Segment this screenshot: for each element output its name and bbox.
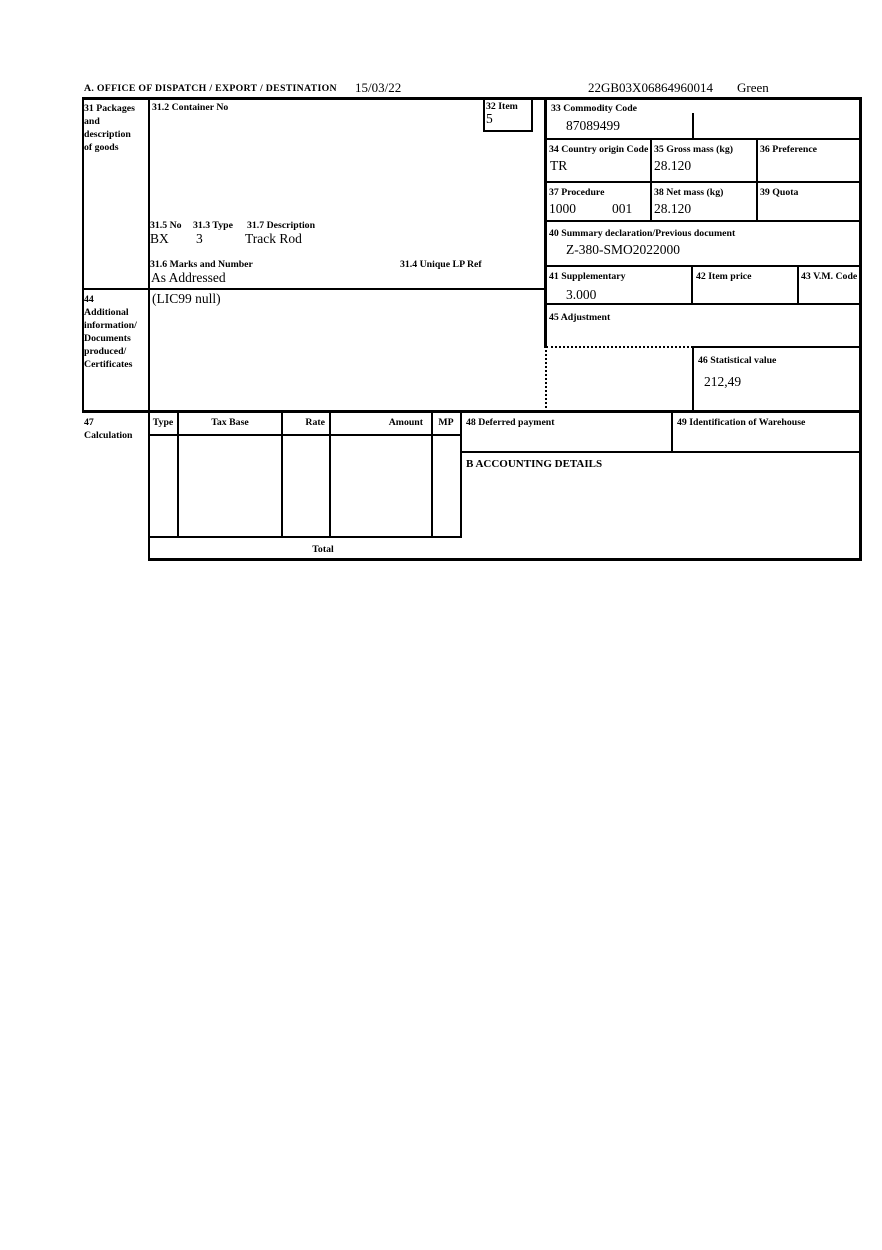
packages-type-label: 31.3 Type (193, 220, 233, 231)
grid-line-under-40 (546, 265, 862, 267)
grid-line-col-type (177, 411, 179, 538)
country-origin-value: TR (550, 158, 568, 173)
net-mass-label: 38 Net mass (kg) (654, 187, 724, 198)
packages-type-value: 3 (196, 231, 203, 246)
statistical-value-value: 212,49 (704, 374, 742, 389)
grid-line-46-top (692, 346, 862, 348)
marks-and-number-value: As Addressed (151, 270, 226, 285)
grid-line-34-35-divider (650, 138, 652, 222)
packages-no-value: BX (150, 231, 169, 246)
vm-code-label: 43 V.M. Code (801, 271, 858, 282)
grid-line-mid (82, 410, 862, 413)
gross-mass-value: 28.120 (654, 158, 692, 173)
unique-lp-ref-label: 31.4 Unique LP Ref (400, 259, 482, 270)
grid-line-35-36-divider (756, 138, 758, 222)
grid-line-item-box-right (531, 99, 533, 132)
grid-line-table-header-bottom (148, 434, 462, 436)
grid-line-center-divider (544, 97, 547, 348)
grid-line-col-rate (329, 411, 331, 538)
country-origin-label: 34 Country origin Code (549, 144, 649, 155)
item-price-label: 42 Item price (696, 271, 752, 282)
supplementary-value: 3.000 (566, 287, 597, 302)
grid-line-42-43-divider (797, 265, 799, 305)
commodity-code-label: 33 Commodity Code (551, 103, 637, 114)
preference-label: 36 Preference (760, 144, 818, 155)
grid-line-46-left (692, 346, 694, 412)
grid-line-item-box-left (483, 99, 485, 132)
col-header-type: Type (152, 417, 174, 428)
grid-line-col-mp-right (460, 411, 462, 538)
container-no-label: 31.2 Container No (152, 102, 229, 113)
summary-declaration-label: 40 Summary declaration/Previous document (549, 228, 736, 239)
grid-line-48-49-divider (671, 411, 673, 453)
commodity-code-value: 87089499 (566, 118, 620, 133)
statistical-value-label: 46 Statistical value (698, 355, 777, 366)
warehouse-identification-label: 49 Identification of Warehouse (677, 417, 806, 428)
marks-and-number-label: 31.6 Marks and Number (150, 259, 253, 270)
supplementary-label: 41 Supplementary (549, 271, 626, 282)
grid-line-dotted-divider (545, 346, 547, 412)
packages-description-value: Track Rod (245, 231, 302, 246)
grid-line-item-box-bottom (483, 130, 533, 132)
procedure-value-2: 001 (612, 201, 633, 216)
grid-line-col-taxbase (281, 411, 283, 538)
box47-side-label: 47 Calculation (84, 417, 133, 441)
item-number-label: 32 Item (486, 101, 518, 112)
movement-reference-number: 22GB03X06864960014 (588, 80, 713, 95)
adjustment-label: 45 Adjustment (549, 312, 611, 323)
box44-side-label: 44 Additional information/ Documents produced/ Certificates (84, 294, 137, 370)
grid-line-col-amount (431, 411, 433, 538)
grid-line-dotted-45-bottom (546, 346, 693, 348)
summary-declaration-value: Z-380-SMO2022000 (566, 242, 680, 257)
grid-line-41-42-divider (691, 265, 693, 305)
grid-line-commodity-tick (692, 113, 694, 140)
grid-line-top (82, 97, 862, 100)
grid-line-under-41-row (546, 303, 862, 305)
routing-indicator: Green (737, 80, 769, 95)
grid-line-label-column (148, 97, 150, 561)
total-label: Total (312, 544, 334, 555)
col-header-rate: Rate (305, 417, 325, 428)
procedure-value-1: 1000 (549, 201, 576, 216)
grid-line-bottom (148, 558, 862, 561)
gross-mass-label: 35 Gross mass (kg) (654, 144, 734, 155)
packages-description-label: 31.7 Description (247, 220, 316, 231)
col-header-tax-base: Tax Base (211, 417, 249, 428)
additional-information-value: (LIC99 null) (152, 291, 221, 306)
grid-line-under-34-row (546, 181, 862, 183)
office-of-dispatch-label: A. OFFICE OF DISPATCH / EXPORT / DESTINATION (84, 83, 337, 94)
box31-side-label: 31 Packages and description of goods (84, 103, 135, 153)
deferred-payment-label: 48 Deferred payment (466, 417, 555, 428)
declaration-date: 15/03/22 (355, 80, 402, 95)
grid-line-under-37-row (546, 220, 862, 222)
net-mass-value: 28.120 (654, 201, 692, 216)
quota-label: 39 Quota (760, 187, 799, 198)
grid-line-under-33 (546, 138, 862, 140)
grid-line-44-top (82, 288, 546, 290)
grid-line-table-body-bottom (148, 536, 462, 538)
item-number-value: 5 (486, 111, 493, 126)
procedure-label: 37 Procedure (549, 187, 605, 198)
col-header-mp: MP (438, 417, 454, 428)
col-header-amount: Amount (388, 417, 423, 428)
grid-line-under-48-49 (461, 451, 862, 453)
accounting-details-label: B ACCOUNTING DETAILS (466, 458, 603, 470)
packages-no-label: 31.5 No (150, 220, 182, 231)
grid-line-right-border (859, 97, 862, 561)
